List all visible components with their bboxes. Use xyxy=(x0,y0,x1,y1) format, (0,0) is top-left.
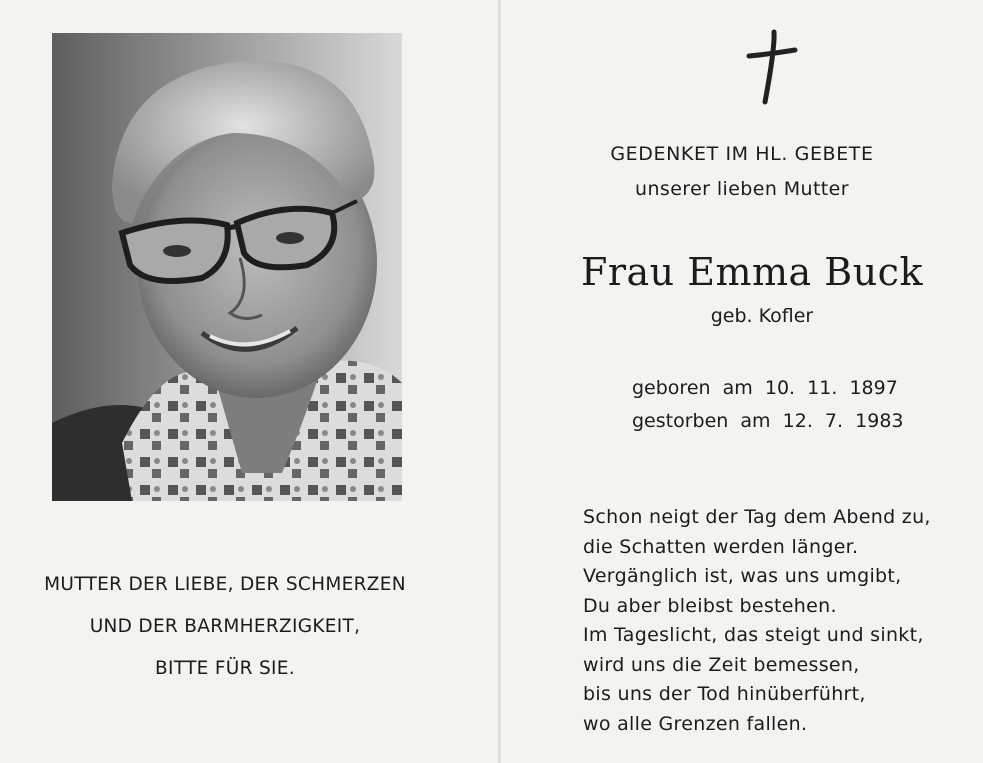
poem xyxy=(583,503,931,739)
birth-date: geboren am 10. 11. 1897 xyxy=(632,377,898,399)
poem-line: die Schatten werden länger. xyxy=(583,535,859,558)
poem-line: Schon neigt der Tag dem Abend zu, xyxy=(583,506,931,528)
right-panel xyxy=(501,0,983,763)
portrait-photo xyxy=(52,33,402,501)
cross-icon xyxy=(741,28,801,108)
poem-line: wird uns die Zeit bemessen, xyxy=(583,653,860,676)
prayer-line: MUTTER DER LIEBE, DER SCHMERZEN xyxy=(44,574,406,595)
poem-line: wo alle Grenzen fallen. xyxy=(583,712,808,735)
poem-line: Du aber bleibst bestehen. xyxy=(583,594,837,617)
prayer-text xyxy=(0,570,450,696)
memorial-subheading: unserer lieben Mutter xyxy=(635,178,849,200)
prayer-line: UND DER BARMHERZIGKEIT, xyxy=(89,616,361,637)
poem-line: bis uns der Tod hinüberführt, xyxy=(583,683,866,705)
memorial-heading: GEDENKET IM HL. GEBETE xyxy=(610,143,874,165)
poem-line: Im Tageslicht, das steigt und sinkt, xyxy=(583,624,924,646)
life-dates xyxy=(632,373,904,439)
prayer-line: BITTE FÜR SIE. xyxy=(155,658,295,679)
deceased-name: Frau Emma Buck xyxy=(581,250,923,294)
portrait-image xyxy=(52,33,402,501)
death-date: gestorben am 12. 7. 1983 xyxy=(632,410,904,432)
maiden-name: geb. Kofler xyxy=(710,305,814,327)
poem-line: Vergänglich ist, was uns umgibt, xyxy=(583,565,902,587)
